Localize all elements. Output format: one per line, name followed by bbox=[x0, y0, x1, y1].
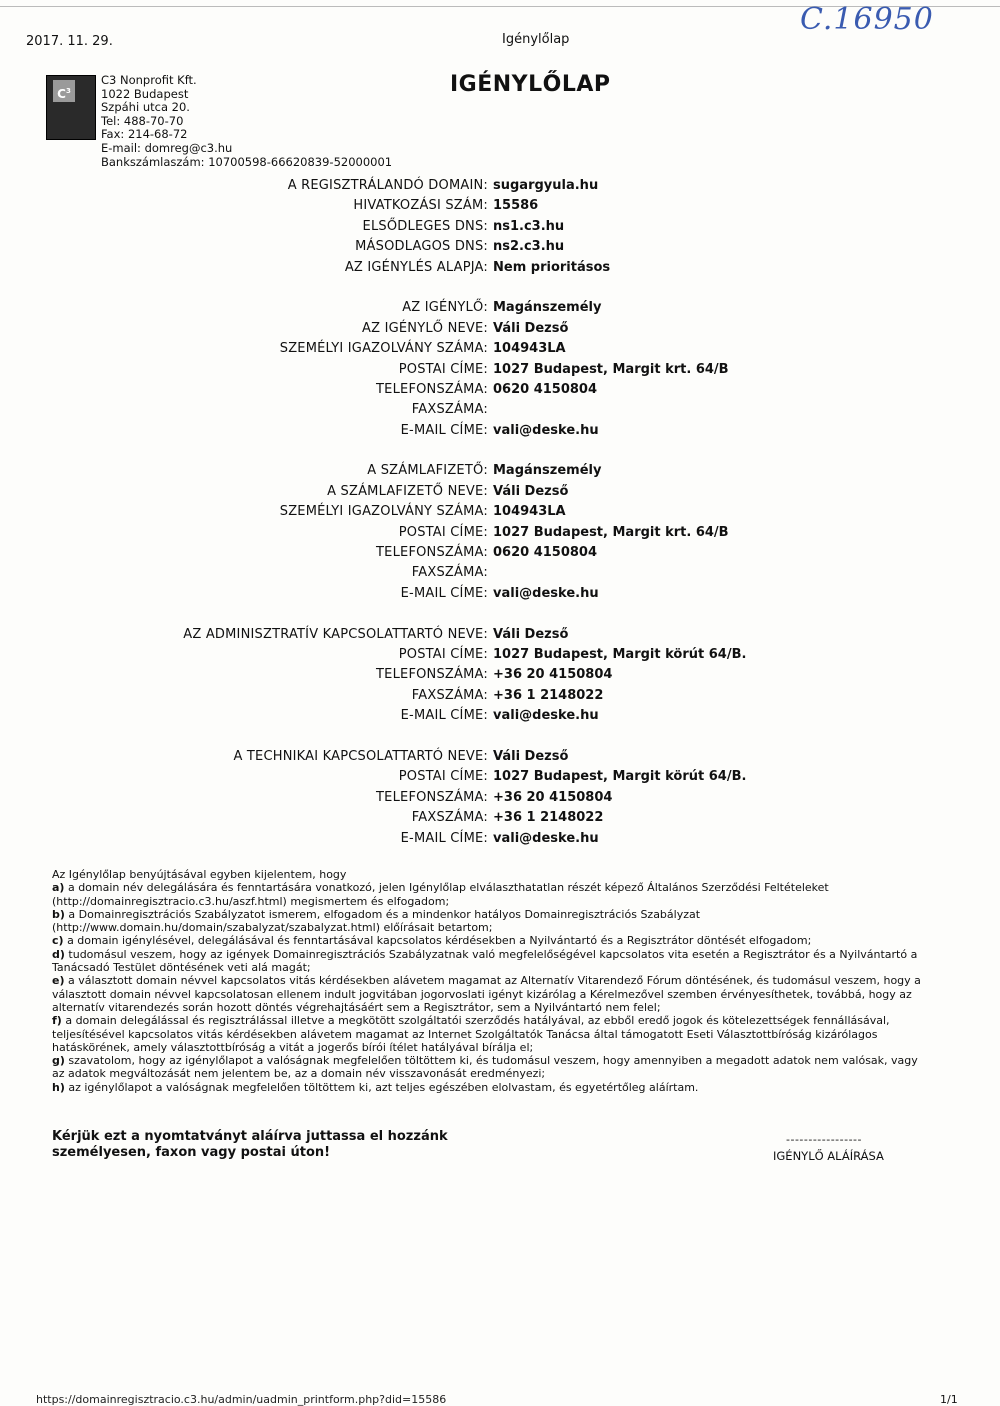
handwritten-reference: C.16950 bbox=[800, 2, 934, 37]
field-value: vali@deske.hu bbox=[493, 585, 599, 601]
field-value: 104943LA bbox=[493, 504, 566, 520]
field-value: vali@deske.hu bbox=[493, 830, 599, 846]
field-row bbox=[0, 360, 1000, 380]
field-label: FAXSZÁMA: bbox=[411, 810, 488, 826]
field-value: 0620 4150804 bbox=[493, 381, 598, 397]
legal-item-text: a domain igénylésével, delegálásával és fenntartásával kapcsolatos kérdésekben a Nyilvántartó és a Regisztrátor döntését elfogadom; bbox=[67, 934, 812, 948]
field-label: E-MAIL CÍME: bbox=[400, 830, 488, 846]
field-value: sugargyula.hu bbox=[493, 178, 599, 193]
field-label: TELEFONSZÁMA: bbox=[376, 667, 488, 683]
group-spacer bbox=[0, 604, 1000, 624]
field-value: +36 1 2148022 bbox=[493, 687, 604, 703]
field-label: POSTAI CÍME: bbox=[398, 361, 488, 377]
field-row bbox=[0, 461, 1000, 481]
field-row bbox=[0, 380, 1000, 400]
field-row bbox=[0, 176, 1000, 196]
field-label: ELSŐDLEGES DNS: bbox=[362, 218, 488, 234]
field-value: Magánszemély bbox=[493, 463, 602, 479]
notice-line-1: Kérjük ezt a nyomtatványt aláírva juttassa el hozzánk bbox=[52, 1129, 448, 1144]
field-value: +36 1 2148022 bbox=[493, 810, 604, 826]
field-row bbox=[0, 625, 1000, 645]
legal-item-text: a domain név delegálására és fenntartására vonatkozó, jelen Igénylőlap elválaszthatatlan részét képező Általános Szerződési Feltételeket (http://domainregisztracio.c3.hu/aszf.html) megismertem és elfogadom; bbox=[52, 881, 829, 908]
field-row bbox=[0, 543, 1000, 563]
field-value: vali@deske.hu bbox=[493, 422, 599, 438]
legal-item-key: b) bbox=[52, 907, 65, 921]
field-value: Váli Dezső bbox=[493, 748, 569, 764]
legal-item-key: e) bbox=[52, 974, 65, 988]
footer-page-number: 1/1 bbox=[940, 1393, 958, 1406]
field-row bbox=[0, 237, 1000, 257]
field-label: A REGISZTRÁLANDÓ DOMAIN: bbox=[287, 178, 488, 193]
field-row bbox=[0, 421, 1000, 441]
field-row bbox=[0, 523, 1000, 543]
field-row bbox=[0, 645, 1000, 665]
field-label: SZEMÉLYI IGAZOLVÁNY SZÁMA: bbox=[279, 341, 488, 357]
field-value: 104943LA bbox=[493, 341, 566, 357]
field-value: +36 20 4150804 bbox=[493, 789, 613, 805]
signature-label: IGÉNYLŐ ALÁÍRÁSA bbox=[773, 1149, 884, 1163]
field-value: Váli Dezső bbox=[493, 626, 569, 642]
field-row bbox=[0, 258, 1000, 278]
field-row bbox=[0, 319, 1000, 339]
legal-item bbox=[52, 1014, 932, 1054]
submission-notice bbox=[52, 1129, 448, 1161]
legal-item bbox=[52, 881, 932, 908]
company-info bbox=[101, 74, 392, 169]
legal-item-text: a domain delegálással és regisztrálással illetve a megkötött szolgáltatói szerződés hatályával, az ebből eredő jogok és kötelezettségek fennállásával, teljesítésével kapcsolatos vitás kérdésekben alávetem magamat az Internet Szolgáltatók Tanácsa által támogatott Eseti Választottbíróság kizárólagos hatáskörének, amely választottbíróság a vitát a jogerős bírói ítélet hatályával bírálja el; bbox=[52, 1014, 890, 1054]
field-value: Váli Dezső bbox=[493, 320, 569, 336]
legal-item-key: d) bbox=[52, 947, 65, 961]
field-row bbox=[0, 482, 1000, 502]
field-label: E-MAIL CÍME: bbox=[400, 708, 488, 724]
legal-item bbox=[52, 1081, 932, 1094]
field-label: AZ IGÉNYLÉS ALAPJA: bbox=[344, 259, 488, 275]
legal-item-key: h) bbox=[52, 1080, 65, 1094]
legal-item bbox=[52, 948, 932, 975]
field-label: A SZÁMLAFIZETŐ NEVE: bbox=[327, 483, 488, 499]
field-label: SZEMÉLYI IGAZOLVÁNY SZÁMA: bbox=[279, 504, 488, 520]
print-header-title: Igénylőlap bbox=[502, 32, 570, 47]
field-value: 15586 bbox=[493, 198, 539, 214]
field-label: HIVATKOZÁSI SZÁM: bbox=[353, 198, 488, 214]
field-label: AZ IGÉNYLŐ: bbox=[402, 300, 488, 316]
field-value: vali@deske.hu bbox=[493, 708, 599, 724]
field-row bbox=[0, 788, 1000, 808]
notice-line-2: személyesen, faxon vagy postai úton! bbox=[52, 1145, 331, 1160]
group-spacer bbox=[0, 278, 1000, 298]
field-value: 1027 Budapest, Margit körút 64/B. bbox=[493, 646, 747, 662]
field-label: A TECHNIKAI KAPCSOLATTARTÓ NEVE: bbox=[233, 748, 488, 764]
field-row bbox=[0, 196, 1000, 216]
field-row bbox=[0, 808, 1000, 828]
legal-item bbox=[52, 934, 932, 947]
field-row bbox=[0, 829, 1000, 849]
field-label: TELEFONSZÁMA: bbox=[376, 789, 488, 805]
field-value: 1027 Budapest, Margit krt. 64/B bbox=[493, 524, 729, 540]
field-label: MÁSODLAGOS DNS: bbox=[355, 239, 488, 255]
field-value: +36 20 4150804 bbox=[493, 667, 613, 683]
company-bank-account: Bankszámlaszám: 10700598-66620839-52000001 bbox=[101, 154, 393, 169]
company-name: C3 Nonprofit Kft. bbox=[101, 73, 197, 87]
company-logo bbox=[46, 75, 96, 140]
field-label: TELEFONSZÁMA: bbox=[376, 381, 488, 397]
field-row bbox=[0, 584, 1000, 604]
field-label: FAXSZÁMA: bbox=[411, 402, 488, 418]
field-label: AZ IGÉNYLŐ NEVE: bbox=[362, 320, 488, 336]
legal-item bbox=[52, 974, 932, 1014]
field-label: TELEFONSZÁMA: bbox=[376, 545, 488, 561]
legal-item-key: g) bbox=[52, 1054, 65, 1068]
field-row bbox=[0, 217, 1000, 237]
legal-item-key: a) bbox=[52, 881, 65, 895]
field-label: E-MAIL CÍME: bbox=[400, 422, 488, 438]
legal-items bbox=[52, 881, 932, 1094]
field-value: ns1.c3.hu bbox=[493, 218, 565, 234]
field-row bbox=[0, 339, 1000, 359]
field-label: E-MAIL CÍME: bbox=[400, 585, 488, 601]
legal-item-key: f) bbox=[52, 1014, 62, 1028]
legal-item-text: a választott domain névvel kapcsolatos vitás kérdésekben alávetem magamat az Alternatív Vitarendező Fórum döntésének, és tudomásul veszem, hogy a választott domain névvel kapcsolatosan ellenem indult jogvitában jogorvoslati igényt kizárólag a Kérelmezővel szemben érvényesíthetek, továbbá, hogy az alternatív vitarendezés során hozott döntés végrehajtásáért sem a Regisztrátor, sem a Nyilvántartó nem felel; bbox=[52, 974, 921, 1014]
field-value: 1027 Budapest, Margit krt. 64/B bbox=[493, 361, 729, 377]
field-value: Nem prioritásos bbox=[493, 259, 611, 275]
legal-item-text: a Domainregisztrációs Szabályzatot ismerem, elfogadom és a mindenkor hatályos Domainregisztrációs Szabályzat (http://www.domain.hu/domain/szabalyzat/szabalyzat.html) előírásait betartom; bbox=[52, 907, 701, 935]
legal-item-key: c) bbox=[52, 934, 64, 948]
legal-declaration bbox=[52, 868, 932, 1094]
field-label: POSTAI CÍME: bbox=[398, 769, 488, 785]
field-row bbox=[0, 747, 1000, 767]
field-value: 1027 Budapest, Margit körút 64/B. bbox=[493, 769, 747, 785]
field-row bbox=[0, 686, 1000, 706]
field-value: Váli Dezső bbox=[493, 483, 569, 499]
c3-logo-mark: $C^3$ bbox=[53, 80, 75, 102]
company-fax: Fax: 214-68-72 bbox=[101, 127, 188, 142]
field-label: AZ ADMINISZTRATÍV KAPCSOLATTARTÓ NEVE: bbox=[183, 626, 488, 642]
field-row bbox=[0, 563, 1000, 583]
legal-item-text: az igénylőlapot a valóságnak megfelelően töltöttem ki, azt teljes egészében elolvastam, és egyetértőleg aláírtam. bbox=[68, 1080, 699, 1094]
field-label: POSTAI CÍME: bbox=[398, 646, 488, 662]
field-label: FAXSZÁMA: bbox=[411, 565, 488, 581]
legal-item bbox=[52, 1054, 932, 1081]
field-row bbox=[0, 665, 1000, 685]
legal-item-text: tudomásul veszem, hogy az igények Domainregisztrációs Szabályzatnak való megfelelőségével kapcsolatos vita esetén a Regisztrátor és a Nyilvántartó a Tanácsadó Testület döntésének veti alá magát; bbox=[52, 947, 918, 975]
field-value: 0620 4150804 bbox=[493, 545, 598, 561]
field-value: ns2.c3.hu bbox=[493, 239, 565, 255]
signature-line: ----------------- bbox=[786, 1133, 862, 1146]
field-row bbox=[0, 298, 1000, 318]
company-phone: Tel: 488-70-70 bbox=[101, 113, 184, 128]
group-spacer bbox=[0, 441, 1000, 461]
footer-url: https://domainregisztracio.c3.hu/admin/uadmin_printform.php?did=15586 bbox=[36, 1393, 447, 1406]
form-fields bbox=[0, 176, 1000, 849]
field-label: FAXSZÁMA: bbox=[411, 687, 488, 703]
company-zip-city: 1022 Budapest bbox=[101, 86, 189, 101]
legal-item-text: szavatolom, hogy az igénylőlapot a valóságnak megfelelően töltöttem ki, és tudomásul veszem, hogy amennyiben a megadott adatok nem valósak, vagy az adatok megváltozását nem jelentem be, az a domain név visszavonását eredményezi; bbox=[52, 1054, 918, 1081]
company-email: E-mail: domreg@c3.hu bbox=[101, 140, 233, 155]
field-value: Magánszemély bbox=[493, 300, 602, 316]
field-label: A SZÁMLAFIZETŐ: bbox=[367, 463, 488, 479]
page-title: IGÉNYLŐLAP bbox=[450, 72, 611, 97]
field-row bbox=[0, 767, 1000, 787]
field-row bbox=[0, 400, 1000, 420]
print-date: 2017. 11. 29. bbox=[26, 34, 113, 49]
field-row bbox=[0, 706, 1000, 726]
legal-intro: Az Igénylőlap benyújtásával egyben kijelentem, hogy bbox=[52, 868, 347, 881]
field-row bbox=[0, 502, 1000, 522]
legal-item bbox=[52, 908, 932, 935]
group-spacer bbox=[0, 727, 1000, 747]
company-street: Szpáhi utca 20. bbox=[101, 100, 190, 115]
field-label: POSTAI CÍME: bbox=[398, 524, 488, 540]
